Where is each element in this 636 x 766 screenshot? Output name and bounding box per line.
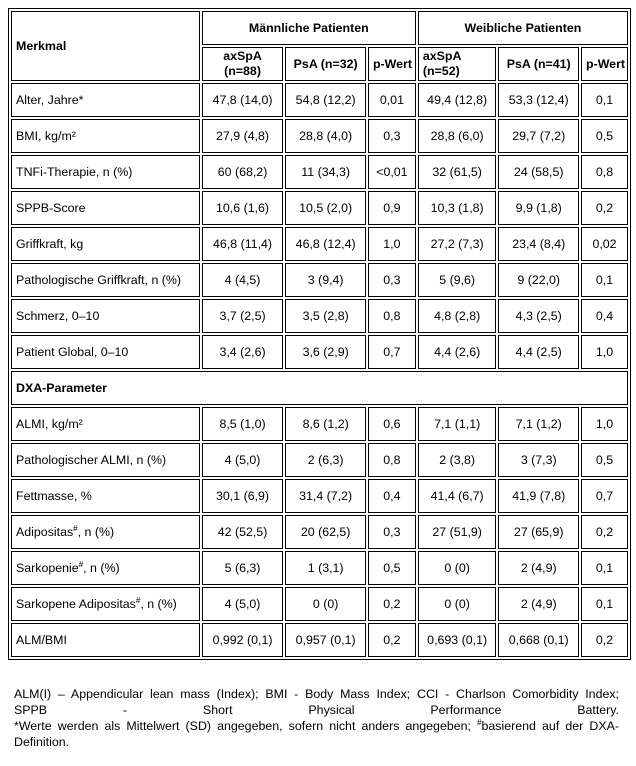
cell-value: 0,668 (0,1)	[498, 623, 579, 657]
cell-value: 31,4 (7,2)	[285, 479, 366, 513]
cell-value: 1,0	[581, 407, 628, 441]
cell-value: 0,2	[581, 623, 628, 657]
row-label: Griffkraft, kg	[11, 227, 200, 261]
cell-value: 53,3 (12,4)	[498, 83, 579, 117]
cell-value: 4 (5,0)	[202, 587, 284, 621]
table-row	[11, 155, 628, 189]
row-label-text: Sarkopene Adipositas	[16, 596, 136, 611]
row-label-suffix: , n (%)	[83, 560, 120, 575]
header-row-groups	[11, 11, 628, 45]
row-label: BMI, kg/m²	[11, 119, 200, 153]
cell-value: 0,3	[368, 263, 416, 297]
cell-value: 30,1 (6,9)	[202, 479, 284, 513]
row-label-text: Fettmasse, %	[16, 488, 92, 503]
cell-value: 3,6 (2,9)	[285, 335, 366, 369]
cell-value: 0,1	[581, 263, 628, 297]
cell-value: 10,5 (2,0)	[285, 191, 366, 225]
cell-value: 5 (6,3)	[202, 551, 284, 585]
table-row	[11, 443, 628, 477]
table-row	[11, 299, 628, 333]
cell-value: 0,7	[581, 479, 628, 513]
row-label: Schmerz, 0–10	[11, 299, 200, 333]
cell-value: 0,1	[581, 83, 628, 117]
cell-value: 4,8 (2,8)	[418, 299, 497, 333]
table-row	[11, 623, 628, 657]
cell-value: 10,6 (1,6)	[202, 191, 284, 225]
cell-value: 46,8 (11,4)	[202, 227, 284, 261]
cell-value: 0,2	[581, 515, 628, 549]
cell-value: 0,693 (0,1)	[418, 623, 497, 657]
cell-value: 0 (0)	[418, 587, 497, 621]
table-row	[11, 263, 628, 297]
header-female-axspa	[418, 47, 497, 81]
cell-value: 32 (61,5)	[418, 155, 497, 189]
row-label: SPPB-Score	[11, 191, 200, 225]
cell-value: 24 (58,5)	[498, 155, 579, 189]
row-label-hash: #	[78, 559, 84, 569]
cell-value: 1,0	[368, 227, 416, 261]
row-label-suffix: , n (%)	[77, 524, 115, 539]
header-female-axspa-text: axSpA (n=52)	[422, 49, 462, 78]
cell-value: 28,8 (6,0)	[418, 119, 497, 153]
cell-value: 0,4	[368, 479, 416, 513]
cell-value: 27,2 (7,3)	[418, 227, 497, 261]
cell-value: 27 (51,9)	[418, 515, 497, 549]
cell-value: 0,5	[581, 119, 628, 153]
row-label: TNFi-Therapie, n (%)	[11, 155, 200, 189]
table-row	[11, 335, 628, 369]
table-row	[11, 191, 628, 225]
cell-value: 0,2	[368, 623, 416, 657]
table-row	[11, 551, 628, 585]
footnote-line-2: SPPB - Short Physical Performance Battery.	[14, 703, 619, 717]
row-label	[11, 407, 200, 441]
table-row	[11, 479, 628, 513]
cell-value: 5 (9,6)	[418, 263, 497, 297]
cell-value: 0,2	[368, 587, 416, 621]
header-male-psa: PsA (n=32)	[285, 47, 366, 81]
cell-value: 0,3	[368, 119, 416, 153]
cell-value: 3,4 (2,6)	[202, 335, 284, 369]
cell-value: 4,4 (2,6)	[418, 335, 497, 369]
row-label: Alter, Jahre*	[11, 83, 200, 117]
header-male-pwert: p-Wert	[368, 47, 416, 81]
row-label	[11, 587, 200, 621]
table-row	[11, 587, 628, 621]
cell-value: 29,7 (7,2)	[498, 119, 579, 153]
row-label-text: Adipositas	[16, 524, 74, 539]
cell-value: 7,1 (1,2)	[498, 407, 579, 441]
cell-value: 0,4	[581, 299, 628, 333]
cell-value: 0,8	[368, 443, 416, 477]
row-label	[11, 479, 200, 513]
cell-value: 4 (4,5)	[202, 263, 284, 297]
cell-value: 0 (0)	[418, 551, 497, 585]
footnote-line-1: ALM(I) – Appendicular lean mass (Index); BMI - Body Mass Index; CCI - Charlson Comorbidity Index;	[14, 687, 619, 701]
row-label-suffix: , n (%)	[140, 596, 177, 611]
header-female-pwert: p-Wert	[581, 47, 628, 81]
cell-value: 2 (3,8)	[418, 443, 497, 477]
cell-value: 1 (3,1)	[285, 551, 366, 585]
cell-value: 0,1	[581, 587, 628, 621]
footnote-line-3b: basierend auf der DXA-Definition.	[14, 719, 619, 749]
cell-value: 41,9 (7,8)	[498, 479, 579, 513]
section-row	[11, 371, 628, 405]
table-footnote	[14, 686, 619, 750]
cell-value: 4,3 (2,5)	[498, 299, 579, 333]
header-female-psa: PsA (n=41)	[498, 47, 579, 81]
row-label	[11, 623, 200, 657]
cell-value: 7,1 (1,1)	[418, 407, 497, 441]
cell-value: 2 (6,3)	[285, 443, 366, 477]
cell-value: 27,9 (4,8)	[202, 119, 284, 153]
cell-value: 28,8 (4,0)	[285, 119, 366, 153]
cell-value: 0,957 (0,1)	[285, 623, 366, 657]
cell-value: 0,1	[581, 551, 628, 585]
footnote-hash: #	[477, 717, 482, 727]
footnote-line-3	[14, 718, 619, 750]
header-male-group: Männliche Patienten	[202, 11, 416, 45]
cell-value: 0,02	[581, 227, 628, 261]
cell-value: 0,5	[368, 551, 416, 585]
cell-value: 8,5 (1,0)	[202, 407, 284, 441]
cell-value: 0,5	[581, 443, 628, 477]
cell-value: 41,4 (6,7)	[418, 479, 497, 513]
cell-value: <0,01	[368, 155, 416, 189]
row-label: Pathologische Griffkraft, n (%)	[11, 263, 200, 297]
cell-value: 60 (68,2)	[202, 155, 284, 189]
cell-value: 4,4 (2,5)	[498, 335, 579, 369]
row-label-text: Pathologischer ALMI, n (%)	[16, 452, 167, 467]
cell-value: 2 (4,9)	[498, 551, 579, 585]
cell-value: 23,4 (8,4)	[498, 227, 579, 261]
cell-value: 10,3 (1,8)	[418, 191, 497, 225]
cell-value: 3,5 (2,8)	[285, 299, 366, 333]
cell-value: 0,01	[368, 83, 416, 117]
cell-value: 27 (65,9)	[498, 515, 579, 549]
row-label-text: ALMI, kg/m²	[16, 416, 83, 431]
table-row	[11, 227, 628, 261]
table-row	[11, 515, 628, 549]
cell-value: 4 (5,0)	[202, 443, 284, 477]
row-label-hash: #	[73, 523, 78, 533]
table-row	[11, 119, 628, 153]
cell-value: 20 (62,5)	[285, 515, 366, 549]
cell-value: 0,9	[368, 191, 416, 225]
row-label	[11, 515, 200, 549]
header-male-axspa	[202, 47, 284, 81]
header-merkmal: Merkmal	[11, 11, 200, 81]
header-female-group: Weibliche Patienten	[418, 11, 628, 45]
table-row	[11, 407, 628, 441]
cell-value: 3 (9,4)	[285, 263, 366, 297]
cell-value: 46,8 (12,4)	[285, 227, 366, 261]
cell-value: 0,3	[368, 515, 416, 549]
cell-value: 9,9 (1,8)	[498, 191, 579, 225]
cell-value: 49,4 (12,8)	[418, 83, 497, 117]
table-body	[11, 11, 628, 657]
row-label-text: Sarkopenie	[16, 560, 79, 575]
cell-value: 3,7 (2,5)	[202, 299, 284, 333]
cell-value: 0,6	[368, 407, 416, 441]
row-label-text: ALM/BMI	[16, 632, 67, 647]
row-label	[11, 443, 200, 477]
cell-value: 0,8	[368, 299, 416, 333]
table-wrapper	[8, 8, 631, 660]
cell-value: 2 (4,9)	[498, 587, 579, 621]
cell-value: 0 (0)	[285, 587, 366, 621]
table-row	[11, 83, 628, 117]
cell-value: 42 (52,5)	[202, 515, 284, 549]
header-male-axspa-text: axSpA (n=88)	[223, 49, 262, 78]
cell-value: 0,7	[368, 335, 416, 369]
cell-value: 1,0	[581, 335, 628, 369]
row-label: Patient Global, 0–10	[11, 335, 200, 369]
cell-value: 0,992 (0,1)	[202, 623, 284, 657]
cell-value: 47,8 (14,0)	[202, 83, 284, 117]
cell-value: 3 (7,3)	[498, 443, 579, 477]
footnote-line-3a: *Werte werden als Mittelwert (SD) angegeben, sofern nicht anders angegeben;	[14, 719, 478, 733]
patient-characteristics-table	[8, 8, 631, 660]
cell-value: 54,8 (12,2)	[285, 83, 366, 117]
cell-value: 8,6 (1,2)	[285, 407, 366, 441]
cell-value: 0,8	[581, 155, 628, 189]
cell-value: 0,2	[581, 191, 628, 225]
cell-value: 9 (22,0)	[498, 263, 579, 297]
row-label-hash: #	[135, 595, 141, 605]
row-label	[11, 551, 200, 585]
cell-value: 11 (34,3)	[285, 155, 366, 189]
section-dxa-title: DXA-Parameter	[11, 371, 628, 405]
